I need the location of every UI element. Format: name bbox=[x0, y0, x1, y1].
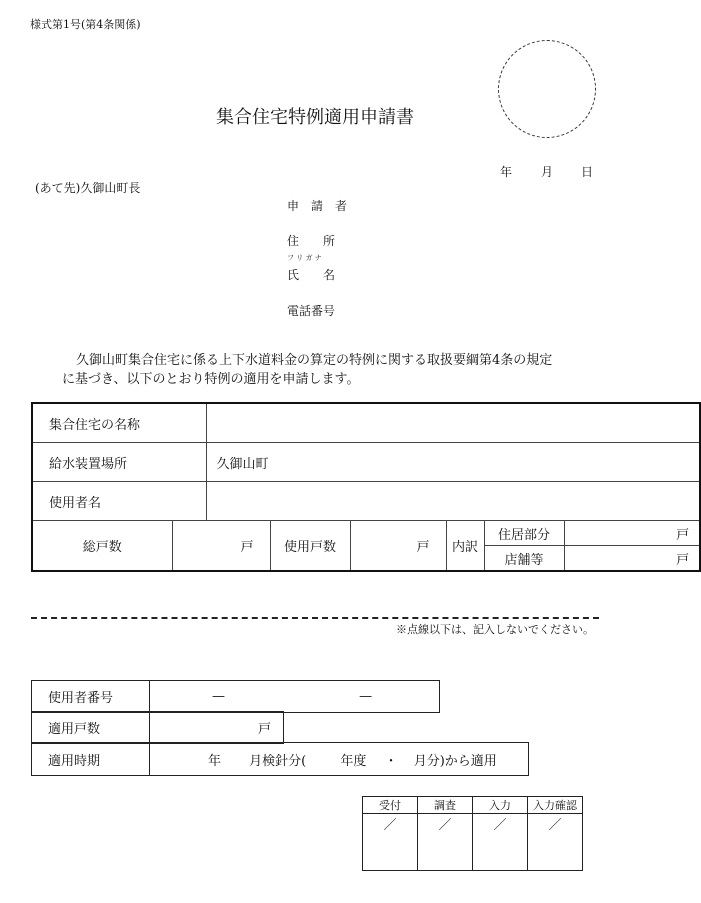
residential-label: 住居部分 bbox=[484, 521, 564, 546]
supply-location-field[interactable]: 久御山町 bbox=[206, 443, 700, 482]
user-number-field[interactable] bbox=[150, 681, 440, 713]
shops-field[interactable]: 戸 bbox=[564, 546, 700, 572]
page-title: 集合住宅特例適用申請書 bbox=[216, 107, 414, 128]
supply-location-label: 給水装置場所 bbox=[32, 443, 206, 482]
user-number-table bbox=[31, 680, 440, 713]
processing-header: 調査 bbox=[418, 797, 473, 814]
building-name-label: 集合住宅の名称 bbox=[32, 403, 206, 443]
application-text-line2: に基づき、以下のとおり特例の適用を申請します。 bbox=[62, 372, 360, 387]
residential-field[interactable]: 戸 bbox=[564, 521, 700, 546]
date-day: 日 bbox=[581, 165, 594, 179]
total-units-field[interactable]: 戸 bbox=[172, 521, 270, 572]
application-text-line1: 久御山町集合住宅に係る上下水道料金の算定の特例に関する取扱要綱第4条の規定 bbox=[76, 353, 553, 368]
user-name-label: 使用者名 bbox=[32, 482, 206, 521]
period-text-2: 年度 bbox=[340, 753, 367, 769]
processing-header: 受付 bbox=[363, 797, 418, 814]
user-name-field[interactable] bbox=[206, 482, 700, 521]
breakdown-label: 内訳 bbox=[446, 521, 484, 572]
cut-line bbox=[31, 617, 599, 619]
processing-header: 入力確認 bbox=[528, 797, 583, 814]
user-number-dash-1: — bbox=[212, 689, 225, 704]
building-name-field[interactable] bbox=[206, 403, 700, 443]
applied-units-label: 適用戸数 bbox=[32, 712, 150, 744]
form-number: 様式第1号(第4条関係) bbox=[30, 18, 141, 31]
office-use-note: ※点線以下は、記入しないでください。 bbox=[396, 623, 594, 636]
applied-period-field[interactable] bbox=[150, 743, 529, 776]
applied-period-table bbox=[31, 742, 529, 776]
processing-cell[interactable]: ／ bbox=[528, 814, 583, 871]
phone-label: 電話番号 bbox=[287, 304, 336, 318]
application-table bbox=[31, 402, 701, 572]
processing-cell[interactable]: ／ bbox=[473, 814, 528, 871]
applied-units-field[interactable]: 戸 bbox=[150, 712, 284, 744]
period-year: 年 bbox=[208, 753, 222, 769]
period-text-3: 月分)から適用 bbox=[413, 753, 497, 769]
date-month: 月 bbox=[541, 165, 554, 179]
shops-label: 店舗等 bbox=[484, 546, 564, 572]
furigana-label: フ リ ガ ナ bbox=[287, 254, 322, 262]
processing-table bbox=[362, 796, 583, 871]
addressee: (あて先)久御山町長 bbox=[35, 181, 141, 195]
period-dot: ・ bbox=[384, 753, 398, 769]
total-units-label: 総戸数 bbox=[32, 521, 172, 572]
application-text bbox=[62, 351, 582, 389]
applied-units-table bbox=[31, 711, 284, 744]
used-units-field[interactable]: 戸 bbox=[350, 521, 446, 572]
period-text-1: 月検針分( bbox=[249, 753, 307, 769]
used-units-label: 使用戸数 bbox=[270, 521, 350, 572]
address-label: 住 所 bbox=[287, 234, 336, 248]
user-number-dash-2: — bbox=[359, 689, 373, 704]
processing-cell[interactable]: ／ bbox=[418, 814, 473, 871]
processing-cell[interactable]: ／ bbox=[363, 814, 418, 871]
applied-period-label: 適用時期 bbox=[32, 743, 150, 776]
user-number-label: 使用者番号 bbox=[32, 681, 150, 713]
name-label: 氏 名 bbox=[287, 268, 336, 282]
date-year: 年 bbox=[500, 165, 513, 179]
processing-header: 入力 bbox=[473, 797, 528, 814]
applicant-heading: 申 請 者 bbox=[287, 199, 348, 213]
